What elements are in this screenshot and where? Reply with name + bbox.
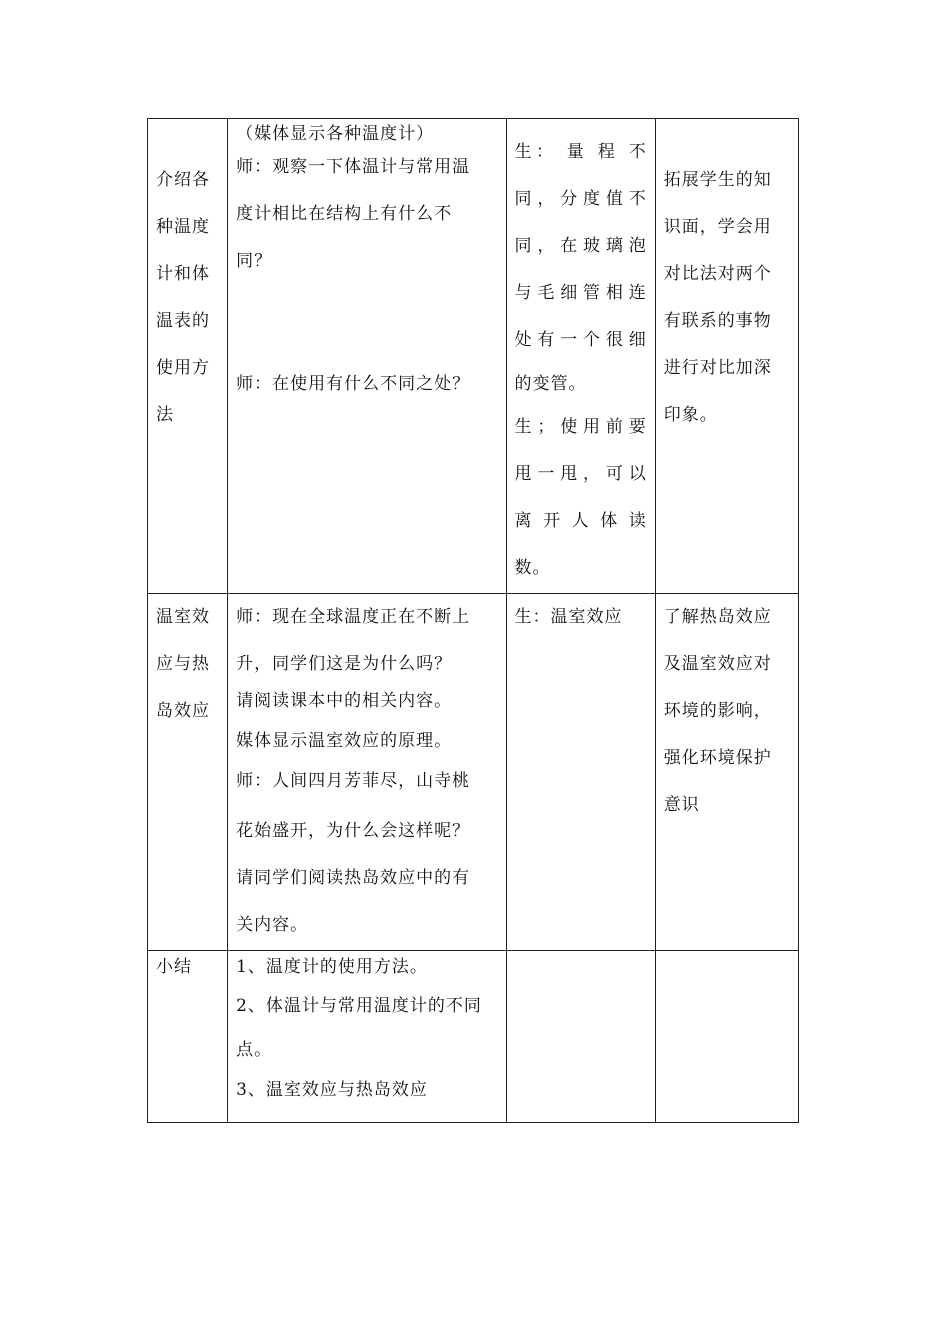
student-cell xyxy=(506,951,655,1123)
media-note: （媒体显示各种温度计） xyxy=(236,124,435,144)
purpose-cell xyxy=(655,951,798,1123)
topic-cell: 小结 xyxy=(148,951,228,1123)
table-row xyxy=(148,119,799,594)
teacher-cell: 师：现在全球温度正在不断上 升，同学们这是为什么吗？ 请阅读课本中的相关内容。 媒体显示温室效应的原理。 师：人间四月芳菲尽，山寺桃 花始盛开，为什么会这样呢？ 请同学们阅读热岛效应中的有 关内容。 xyxy=(228,594,506,951)
table-row xyxy=(148,594,799,951)
topic-cell: 介绍各 种温度 计和体 温表的 使用方 法 xyxy=(148,119,228,594)
table-row xyxy=(148,951,799,1123)
student-cell: 生：温室效应 xyxy=(506,594,655,951)
student-cell: 生： 量 程 不 同，分度值不 同，在玻璃泡 与毛细管相连 处有一个很细 的变管。 生；使用前要 甩一甩，可以 离开人体读 数。 xyxy=(506,119,655,594)
purpose-cell: 拓展学生的知 识面，学会用 对比法对两个 有联系的事物 进行对比加深 印象。 xyxy=(655,119,798,594)
teacher-cell: （媒体显示各种温度计） 师：观察一下体温计与常用温 度计相比在结构上有什么不 同？ 师：在使用有什么不同之处？ xyxy=(228,119,506,594)
teacher-cell: 1、温度计的使用方法。 2、体温计与常用温度计的不同 点。 3、温室效应与热岛效应 xyxy=(228,951,506,1123)
topic-cell: 温室效 应与热 岛效应 xyxy=(148,594,228,951)
lesson-plan-table xyxy=(147,118,799,1123)
purpose-cell: 了解热岛效应 及温室效应对 环境的影响， 强化环境保护 意识 xyxy=(655,594,798,951)
